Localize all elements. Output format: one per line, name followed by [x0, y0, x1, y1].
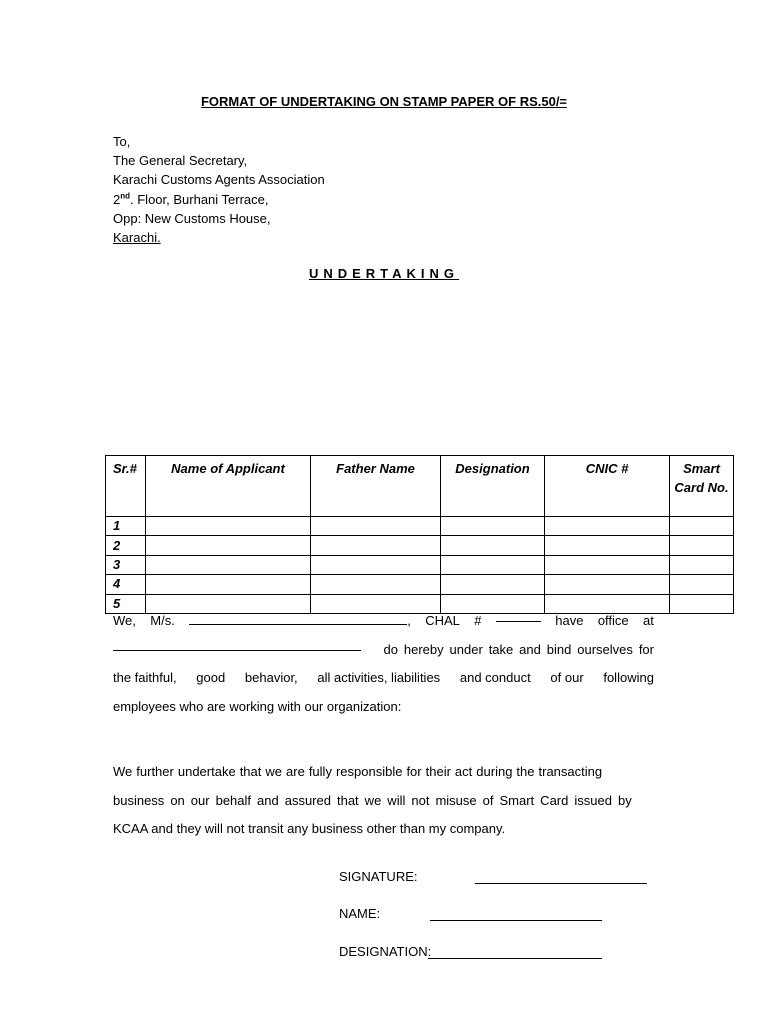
signature-line[interactable]: [475, 869, 647, 884]
cell-smart-card-no[interactable]: [670, 536, 734, 555]
paragraph1-line3: [113, 664, 654, 693]
address-line-secretary: The General Secretary,: [113, 153, 248, 169]
designation-line[interactable]: [428, 944, 602, 959]
cell-name-of-applicant[interactable]: [146, 575, 311, 594]
cell-name-of-applicant[interactable]: [146, 536, 311, 555]
signature-label: SIGNATURE:: [339, 869, 418, 884]
line3-word: behavior,: [244, 670, 298, 686]
designation-label: DESIGNATION:: [339, 944, 432, 959]
header-cnic: CNIC #: [545, 456, 670, 517]
company-name-blank-group: [189, 607, 411, 636]
header-sr: Sr.#: [106, 456, 146, 517]
address-line-opp: Opp: New Customs House,: [113, 210, 271, 226]
line3-word: of our: [550, 670, 584, 686]
address-block: [113, 132, 325, 247]
word-we: We,: [113, 613, 136, 628]
line3-word: and conduct: [459, 670, 531, 686]
paragraph1-line2-text: do hereby under take and bind ourselves for: [383, 641, 654, 657]
cell-designation[interactable]: [441, 575, 545, 594]
row-number: 2: [106, 536, 146, 555]
cell-name-of-applicant[interactable]: [146, 555, 311, 574]
word-ms: M/s.: [150, 613, 175, 628]
line3-word: all activities, liabilities: [317, 670, 441, 686]
cell-smart-card-no[interactable]: [670, 555, 734, 574]
cell-cnic[interactable]: [545, 575, 670, 594]
line3-word: good: [196, 670, 226, 686]
cell-designation[interactable]: [441, 517, 545, 536]
paragraph2-line3: KCAA and they will not transit any business other than my company.: [113, 821, 506, 837]
floor-rest: . Floor, Burhani Terrace,: [130, 191, 269, 207]
table-row: [106, 517, 734, 536]
table-header-row: [106, 456, 734, 517]
undertaking-paragraph-1: [113, 607, 654, 722]
cell-smart-card-no[interactable]: [670, 517, 734, 536]
word-office: office: [597, 613, 629, 628]
name-line[interactable]: [430, 906, 602, 921]
company-name-blank[interactable]: [189, 610, 407, 625]
table-row: [106, 536, 734, 555]
header-smart-card-no: Smart Card No.: [670, 456, 734, 517]
cell-designation[interactable]: [441, 536, 545, 555]
chal-number-blank[interactable]: [496, 607, 541, 622]
cell-cnic[interactable]: [545, 536, 670, 555]
row-number: 4: [106, 575, 146, 594]
table-row: [106, 555, 734, 574]
header-designation: Designation: [441, 456, 545, 517]
cell-cnic[interactable]: [545, 555, 670, 574]
cell-name-of-applicant[interactable]: [146, 517, 311, 536]
cell-father-name[interactable]: [311, 517, 441, 536]
cell-father-name[interactable]: [311, 555, 441, 574]
header-father-name: Father Name: [311, 456, 441, 517]
cell-cnic[interactable]: [545, 517, 670, 536]
address-line-floor: [113, 190, 325, 209]
word-have: have: [555, 613, 584, 628]
word-hash: #: [474, 613, 482, 628]
paragraph1-line1: [113, 607, 654, 636]
cell-father-name[interactable]: [311, 536, 441, 555]
employees-table: [105, 455, 734, 614]
undertaking-heading: UNDERTAKING: [308, 266, 460, 281]
cell-father-name[interactable]: [311, 575, 441, 594]
header-name-of-applicant: Name of Applicant: [146, 456, 311, 517]
address-line-association: Karachi Customs Agents Association: [113, 172, 325, 188]
row-number: 1: [106, 517, 146, 536]
row-number: 3: [106, 555, 146, 574]
office-address-blank[interactable]: [113, 636, 361, 651]
table-row: [106, 575, 734, 594]
line3-word: the faithful,: [113, 670, 177, 686]
cell-designation[interactable]: [441, 555, 545, 574]
paragraph1-line4: employees who are working with our organization:: [113, 699, 402, 715]
floor-number: 2: [113, 191, 121, 207]
line3-word: following: [603, 670, 654, 686]
address-to: To,: [113, 134, 131, 149]
row-number: 5: [106, 594, 146, 613]
undertaking-paragraph-2: [113, 758, 654, 844]
cell-smart-card-no[interactable]: [670, 594, 734, 613]
address-city: [113, 228, 325, 247]
comma: ,: [407, 613, 411, 628]
address-city-text: Karachi.: [113, 230, 161, 246]
paragraph2-line1: We further undertake that we are fully responsible for their act during the transacting: [113, 764, 603, 779]
cell-smart-card-no[interactable]: [670, 575, 734, 594]
document-title: FORMAT OF UNDERTAKING ON STAMP PAPER OF RS.50/=: [200, 94, 568, 109]
word-chal: CHAL: [425, 613, 460, 628]
paragraph1-line2: [113, 636, 654, 665]
paragraph2-line2: business on our behalf and assured that we will not misuse of Smart Card issued by: [113, 792, 632, 808]
floor-ordinal: nd: [120, 191, 131, 201]
word-at: at: [643, 613, 654, 628]
name-label: NAME:: [339, 906, 381, 921]
